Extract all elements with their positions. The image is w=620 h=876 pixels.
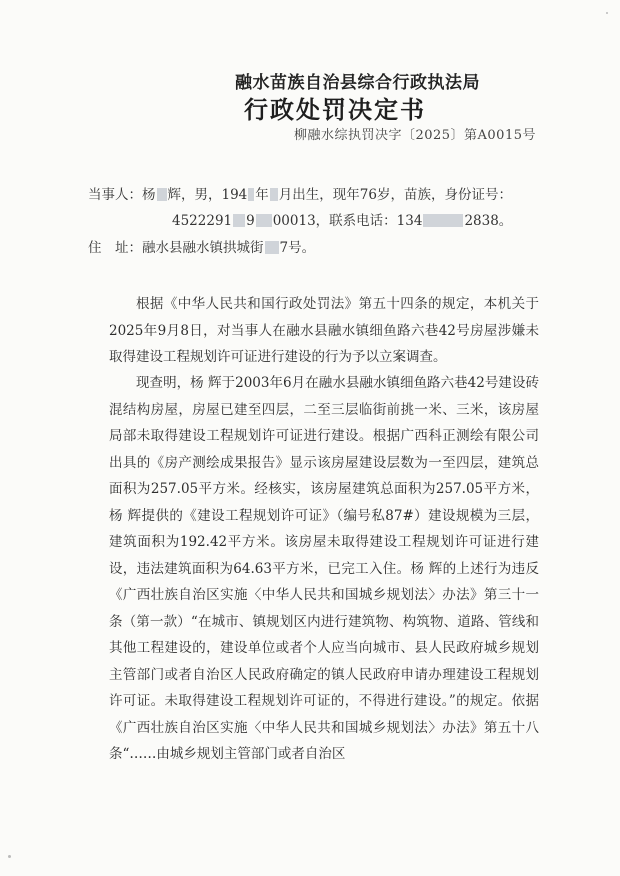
id-number-start: 4522291: [172, 213, 233, 229]
party-line-address: [88, 236, 315, 256]
redaction-mark: [157, 188, 167, 201]
party-age-ethnicity: 月出生，现年76岁，苗族，身份证号：: [278, 187, 512, 203]
line-end: 。: [498, 213, 513, 229]
phone-end: 2838: [464, 213, 499, 229]
redaction-mark: [270, 188, 278, 201]
paragraph-findings: 现查明，杨 辉于2003年6月在融水县融水镇细鱼路六巷42号建设砖混结构房屋，房屋已建至四层，二至三层临街前挑一米、三米，该房屋局部未取得建设工程规划许可证进行建设。根据广西科正测绘有限公司出具的《房产测绘成果报告》显示该房屋建设层数为一至四层，建筑总面积为257.05平方米。经核实，该房屋建筑总面积为257.05平方米，杨 辉提供的《建设工程规划许可证》（编号私87#）建设规模为三层，建筑面积为192.42平方米。该房屋未取得建设工程规划许可证进行建设，违法建筑面积为64.63平方米，已完工入住。杨 辉的上述行为违反《广西壮族自治区实施〈中华人民共和国城乡规划法〉办法》第三十一条（第一款）“在城市、镇规划区内进行建筑物、构筑物、道路、管线和其他工程建设的，建设单位或者个人应当向城市、县人民政府城乡规划主管部门或者自治区人民政府确定的镇人民政府申请办理建设工程规划许可证。未取得建设工程规划许可证的，不得进行建设。”的规定。依据《广西壮族自治区实施〈中华人民共和国城乡规划法〉办法》第五十八条“……由城乡规划主管部门或者自治区: [109, 375, 539, 762]
scan-speck: [8, 855, 11, 858]
address-house-number: 7号。: [279, 240, 316, 256]
document-number: 柳融水综执罚决字〔2025〕第A0015号: [293, 128, 536, 143]
party-line-id: [172, 209, 512, 229]
address-label: 住 址：融水县融水镇拱城街: [88, 240, 264, 256]
party-name-label: 当事人：杨: [88, 187, 156, 203]
redaction-mark: [256, 214, 272, 227]
redaction-mark: [233, 214, 245, 227]
party-line-name: [88, 183, 512, 203]
document-title: 行政处罚决定书: [244, 95, 426, 124]
redaction-mark: [265, 241, 279, 254]
paragraph-case-filing: 根据《中华人民共和国行政处罚法》第五十四条的规定，本机关于2025年9月8日，对当事人在融水县融水镇细鱼路六巷42号房屋涉嫌未取得建设工程规划许可证进行建设的行为予以立案调查。: [109, 296, 539, 365]
party-year-suffix: 年: [255, 187, 269, 203]
id-number-mid: 9: [246, 213, 255, 229]
agency-name: 融水苗族自治县综合行政执法局: [235, 73, 480, 93]
scan-speck: [606, 12, 608, 14]
party-gender-birth: 辉，男，194: [167, 187, 248, 203]
redaction-mark: [248, 188, 254, 201]
redaction-mark: [423, 214, 463, 227]
id-number-end-phone: 00013，联系电话：134: [272, 213, 423, 229]
